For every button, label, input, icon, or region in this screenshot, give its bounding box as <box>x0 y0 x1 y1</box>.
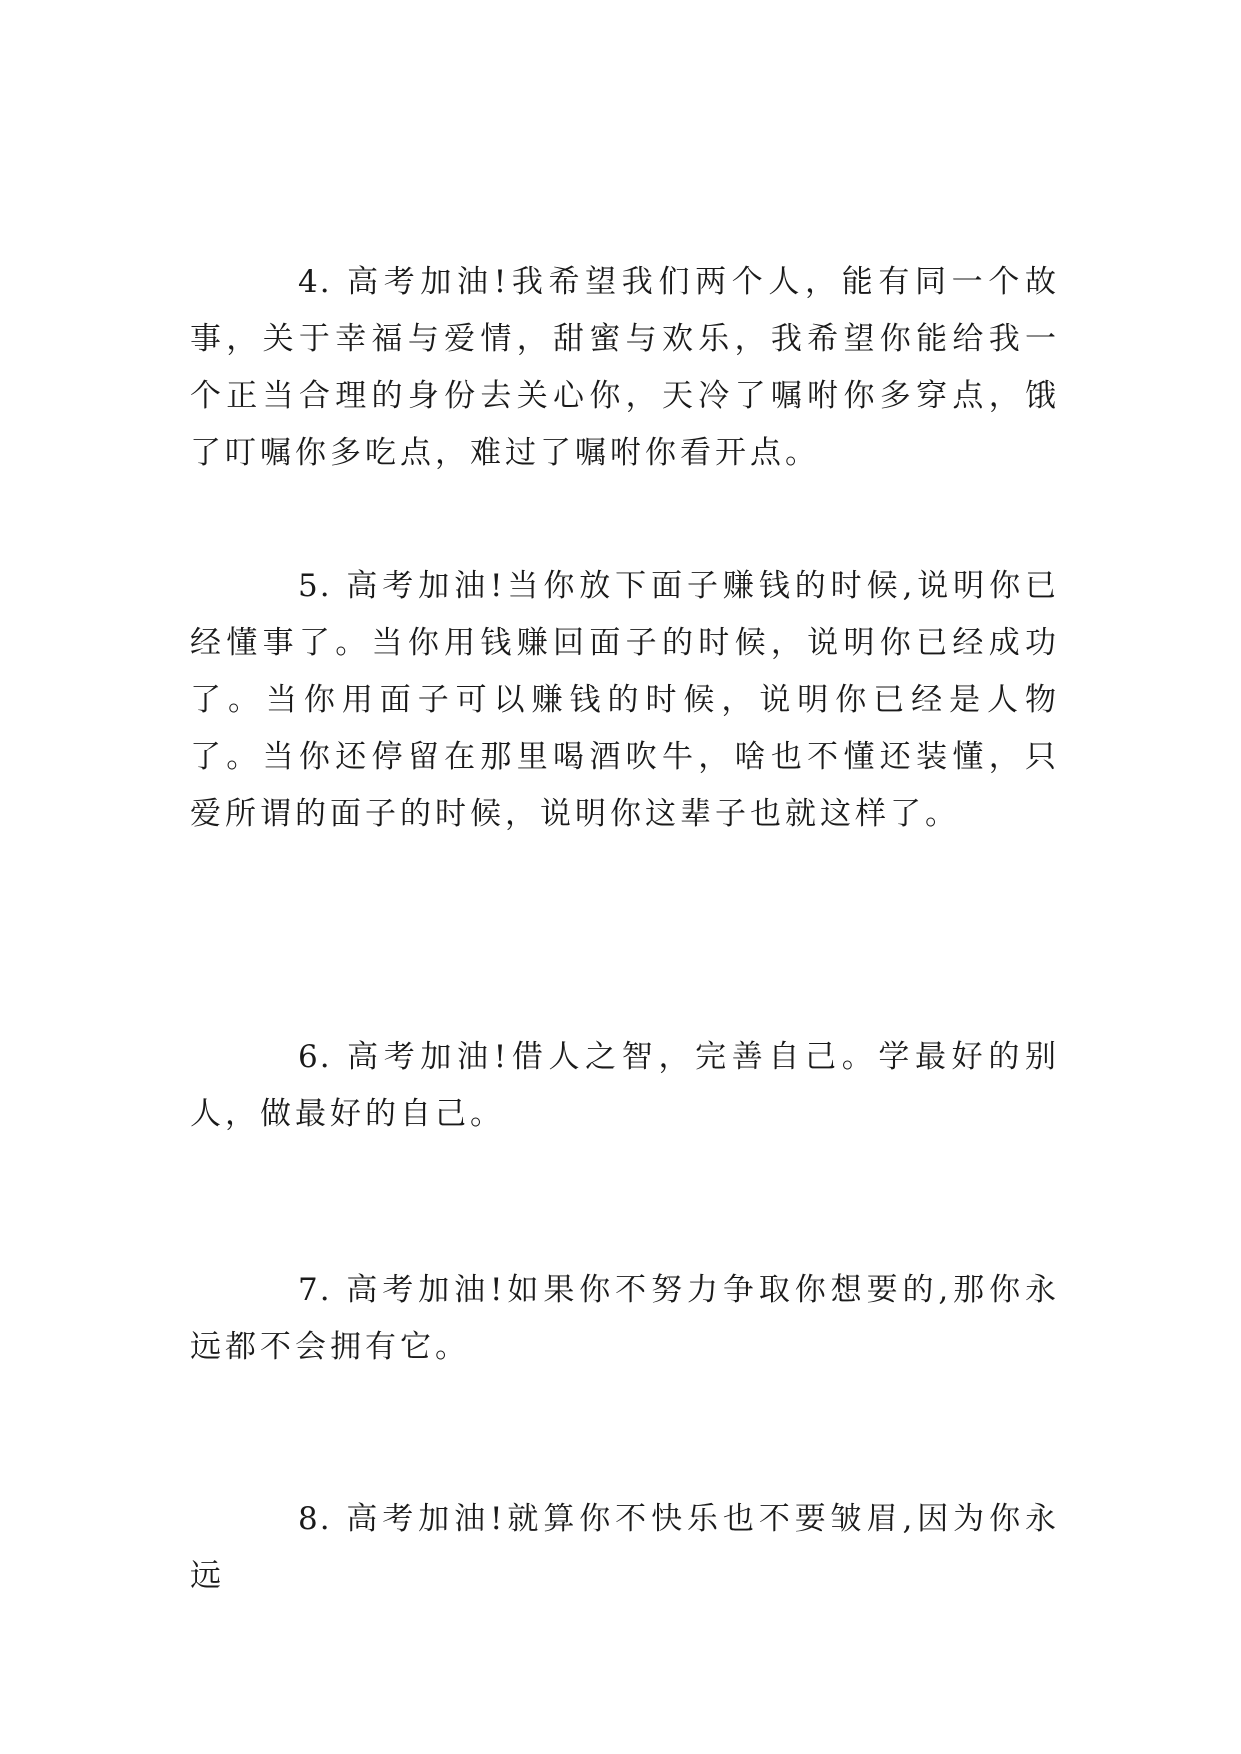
paragraph-5 <box>190 558 1060 843</box>
paragraph-text: 高考加油!借人之智，完善自己。学最好的别人，做最好的自己。 <box>190 1039 1060 1132</box>
paragraph-6 <box>190 1029 1060 1143</box>
paragraph-number: 4. <box>298 264 332 300</box>
paragraph-text: 高考加油!如果你不努力争取你想要的,那你永远都不会拥有它。 <box>190 1272 1061 1365</box>
paragraph-text: 高考加油!就算你不快乐也不要皱眉,因为你永远 <box>190 1501 1061 1594</box>
paragraph-8 <box>190 1491 1060 1605</box>
paragraph-number: 7. <box>298 1272 332 1308</box>
paragraph-number: 5. <box>298 568 332 604</box>
paragraph-number: 8. <box>298 1501 332 1537</box>
paragraph-text: 高考加油!当你放下面子赚钱的时候,说明你已经懂事了。当你用钱赚回面子的时候，说明你已经成功了。当你用面子可以赚钱的时候，说明你已经是人物了。当你还停留在那里喝酒吹牛，啥也不懂还装懂，只爱所谓的面子的时候，说明你这辈子也就这样了。 <box>190 568 1061 832</box>
paragraph-4 <box>190 254 1060 482</box>
paragraph-number: 6. <box>298 1039 332 1075</box>
paragraph-text: 高考加油!我希望我们两个人，能有同一个故事，关于幸福与爱情，甜蜜与欢乐，我希望你能给我一个正当合理的身份去关心你，天冷了嘱咐你多穿点，饿了叮嘱你多吃点，难过了嘱咐你看开点。 <box>190 264 1060 471</box>
paragraph-7 <box>190 1262 1060 1376</box>
